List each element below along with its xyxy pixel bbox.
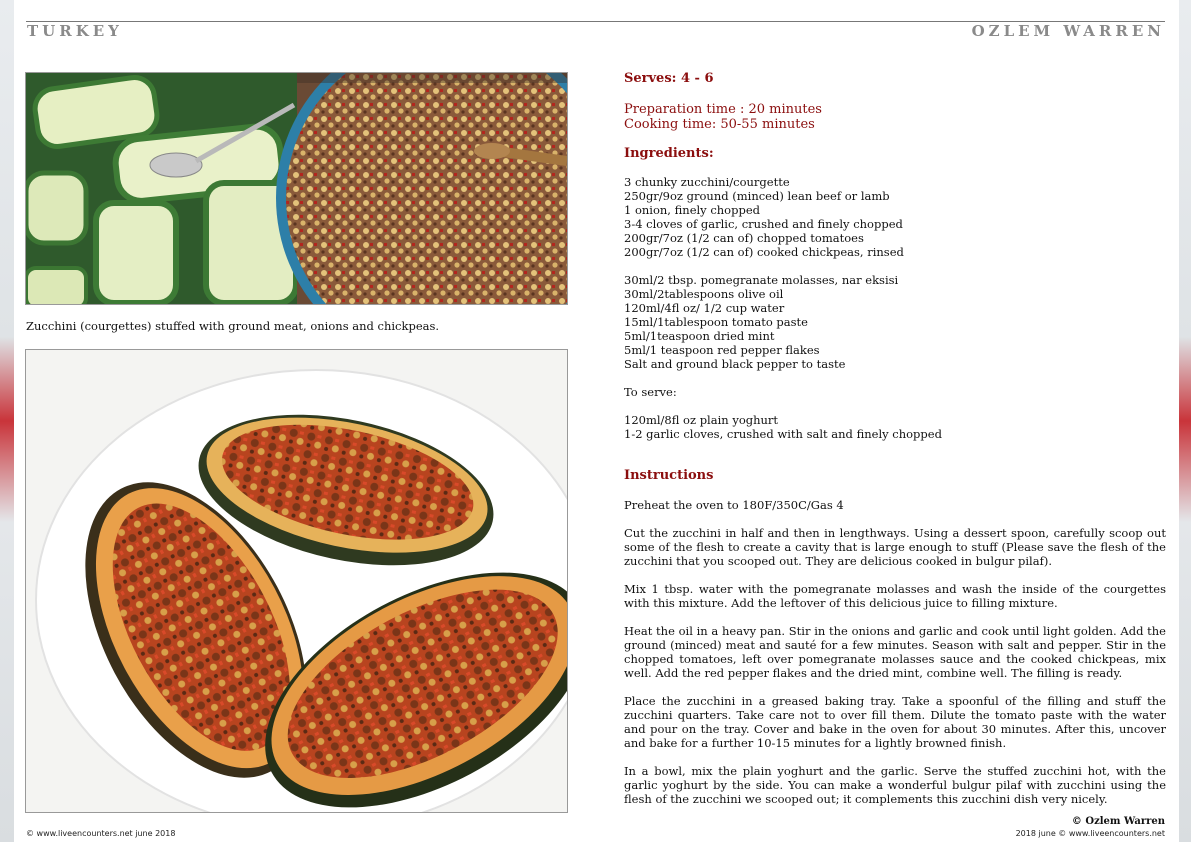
recipe-photo-top [25, 72, 568, 305]
ingredient-item: 30ml/2tablespoons olive oil [624, 287, 784, 301]
ingredient-item: 5ml/1 teaspoon red pepper flakes [624, 343, 820, 357]
footer-right-credit: 2018 june © www.liveencounters.net [1015, 829, 1165, 838]
ingredient-item: Salt and ground black pepper to taste [624, 357, 846, 371]
ingredient-item: 1 onion, finely chopped [624, 203, 760, 217]
footer-author-credit: © Ozlem Warren [1071, 816, 1165, 827]
ingredients-list-secondary [624, 273, 1166, 371]
running-head-country: TURKEY [27, 22, 123, 40]
zucchini-and-filling-image [26, 73, 567, 304]
instructions-list [624, 498, 1166, 820]
ingredient-item: 200gr/7oz (1/2 can of) cooked chickpeas, rinsed [624, 245, 904, 259]
instruction-step: In a bowl, mix the plain yoghurt and the garlic. Serve the stuffed zucchini hot, with the garlic yoghurt by the side. You can make a wonderful bulgur pilaf with zucchini using the flesh of the zucchini we scooped out; it complements this zucchini dish very nicely. [624, 764, 1166, 806]
ingredient-item: 15ml/1tablespoon tomato paste [624, 315, 808, 329]
serve-item: 120ml/8fl oz plain yoghurt [624, 413, 779, 427]
ingredient-item: 120ml/4fl oz/ 1/2 cup water [624, 301, 785, 315]
recipe-photo-bottom [25, 349, 568, 813]
ingredient-item: 250gr/9oz ground (minced) lean beef or lamb [624, 189, 890, 203]
ingredient-item: 3 chunky zucchini/courgette [624, 175, 790, 189]
ingredient-item: 200gr/7oz (1/2 can of) chopped tomatoes [624, 231, 864, 245]
ingredient-item: 5ml/1teaspoon dried mint [624, 329, 775, 343]
instructions-heading: Instructions [624, 468, 714, 483]
instructions-heading-wrap [624, 468, 1166, 483]
serve-item: 1-2 garlic cloves, crushed with salt and finely chopped [624, 427, 942, 441]
prep-time: Preparation time : 20 minutes [624, 102, 822, 117]
instruction-step: Mix 1 tbsp. water with the pomegranate molasses and wash the inside of the courgettes with this mixture. Add the leftover of this delicious juice to filling mixture. [624, 582, 1166, 610]
page-edge-left [0, 0, 14, 842]
cook-time: Cooking time: 50-55 minutes [624, 117, 815, 132]
instruction-step: Place the zucchini in a greased baking tray. Take a spoonful of the filling and stuff the zucchini quarters. Take care not to over fill them. Dilute the tomato paste with the water and pour on the tray. Cover and bake in the oven for about 30 minutes. After this, uncover and bake for a further 10-15 minutes for a lightly browned finish. [624, 694, 1166, 750]
photo-caption: Zucchini (courgettes) stuffed with ground meat, onions and chickpeas. [26, 319, 440, 333]
servings: Serves: 4 - 6 [624, 71, 714, 86]
running-head-author: OZLEM WARREN [971, 22, 1165, 40]
stuffed-zucchini-image [26, 350, 567, 812]
instruction-step: Cut the zucchini in half and then in lengthways. Using a dessert spoon, carefully scoop out some of the flesh to create a cavity that is large enough to stuff (Please save the flesh of the zucchini that you scooped out. They are delicious cooked in bulgur pilaf). [624, 526, 1166, 568]
instruction-step: Heat the oil in a heavy pan. Stir in the onions and garlic and cook until light golden. Add the ground (minced) meat and sauté for a few minutes. Season with salt and pepper. Stir in the chopped tomatoes, left over pomegranate molasses sauce and the cooked chickpeas, mix well. Add the red pepper flakes and the dried mint, combine well. The filling is ready. [624, 624, 1166, 680]
ingredients-list-main [624, 175, 1166, 259]
ingredient-item: 3-4 cloves of garlic, crushed and finely chopped [624, 217, 903, 231]
instruction-step: Preheat the oven to 180F/350C/Gas 4 [624, 498, 844, 512]
ingredients-heading-wrap [624, 146, 1166, 161]
recipe-times [624, 102, 1166, 132]
to-serve-label: To serve: [624, 385, 677, 399]
page-edge-right [1179, 0, 1191, 842]
recipe-meta [624, 71, 1166, 86]
footer-left-credit: © www.liveencounters.net june 2018 [26, 829, 176, 838]
ingredients-heading: Ingredients: [624, 146, 714, 161]
to-serve-list [624, 413, 1166, 441]
ingredient-item: 30ml/2 tbsp. pomegranate molasses, nar eksisi [624, 273, 899, 287]
